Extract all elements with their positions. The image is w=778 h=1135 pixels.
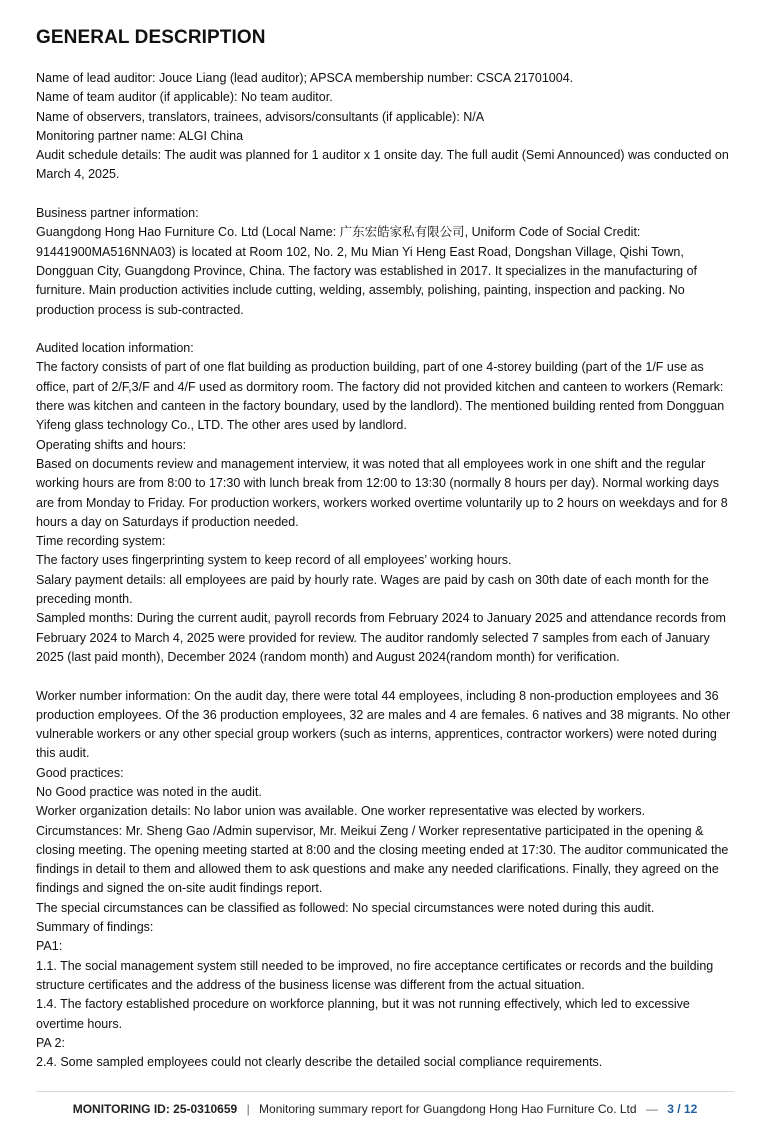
spacer [36, 667, 736, 686]
monitoring-id: MONITORING ID: 25-0310659 [72, 1102, 238, 1116]
page-title: GENERAL DESCRIPTION [36, 27, 266, 48]
summary-of-findings-heading: Summary of findings: [36, 920, 154, 935]
finding-1-4: 1.4. The factory established procedure on workforce planning, but it was not running effectively, which led to excessive overtime hours. [36, 997, 690, 1031]
time-recording-heading: Time recording system: [36, 534, 166, 549]
page-number: 3 / 12 [667, 1102, 698, 1116]
operating-shifts-text: Based on documents review and management interview, it was noted that all employees work in one shift and the regular working hours are from 8:00 to 17:30 with lunch break from 12:00 to 13:30 (normally 8 hours per day). Normal working days are from Monday to Friday. For production workers, workers worked overtime voluntarily up to 2 hours on weekdays and for 8 hours a day on Saturdays if production needed. [36, 456, 728, 529]
spacer [36, 185, 736, 204]
spacer [36, 320, 736, 339]
business-partner-heading: Business partner information: [36, 206, 199, 221]
worker-information-section [36, 687, 736, 1073]
monitoring-partner-line: Monitoring partner name: ALGI China [36, 128, 244, 143]
circumstances-text: Circumstances: Mr. Sheng Gao /Admin supervisor, Mr. Meikui Zeng / Worker representative participated in the opening & closing meeting. The opening meeting started at 8:00 and the closing meeting ended at 17:30. The auditor communicated the findings in detail to them and allowed them to ask questions and make any needed clarifications. Finally, they agreed on the findings and signed the on-site audit findings report. [36, 823, 729, 896]
finding-2-4: 2.4. Some sampled employees could not clearly describe the detailed social compliance requirements. [36, 1055, 603, 1070]
document-page [36, 26, 736, 1072]
pa1-heading: PA1: [36, 939, 63, 954]
footer-separator: | [246, 1102, 250, 1116]
pa2-heading: PA 2: [36, 1035, 65, 1050]
footer-dash: — [645, 1102, 658, 1116]
special-circumstances-text: The special circumstances can be classified as followed: No special circumstances were noted during this audit. [36, 900, 655, 915]
worker-number-text: Worker number information: On the audit day, there were total 44 employees, including 8 non-production employees and 36 production employees. Of the 36 production employees, 32 are males and 4 are females. 6 natives and 38 migrants. No other vulnerable workers or any other special group workers (such as interns, apprentices, contractor workers) were noted during this audit. [36, 688, 731, 761]
audit-schedule-line: Audit schedule details: The audit was planned for 1 auditor x 1 onsite day. The full audit (Semi Announced) was conducted on March 4, 2025. [36, 148, 729, 182]
audited-location-section [36, 339, 736, 667]
document-body [36, 69, 736, 1072]
audited-location-text: The factory consists of part of one flat building as production building, part of one 4-storey building (part of the 1/F use as office, part of 2/F,3/F and 4/F used as dormitory room. The factory did not provided kitchen and canteen to workers (Remark: there was kitchen and canteen in the factory boundary, used by the landlord). The mentioned building rented from Dongguan Yifeng glass technology Co., LTD. The other ares used by landlord. [36, 360, 725, 433]
good-practices-text: No Good practice was noted in the audit. [36, 784, 262, 799]
business-partner-text: Guangdong Hong Hao Furniture Co. Ltd (Local Name: 广东宏皓家私有限公司, Uniform Code of Social Credit: 91441900MA516NNA03) is located at Room 102, No. 2, Mu Mian Yi Heng East Road, Dongshan Village, Qishi Town, Dongguan City, Guangdong Province, China. The factory was established in 2017. It specializes in the manufacturing of furniture. Main production activities include cutting, welding, assembly, polishing, painting, inspection and packing. No production process is sub-contracted. [36, 225, 698, 317]
time-recording-text: The factory uses fingerprinting system to keep record of all employees’ working hours. [36, 553, 512, 568]
observers-line: Name of observers, translators, trainees, advisors/consultants (if applicable): N/A [36, 109, 485, 124]
good-practices-heading: Good practices: [36, 765, 124, 780]
audit-team-section [36, 69, 736, 185]
operating-shifts-heading: Operating shifts and hours: [36, 437, 187, 452]
sampled-months-text: Sampled months: During the current audit, payroll records from February 2024 to January 2025 and attendance records from February 2024 to March 4, 2025 were provided for review. The auditor randomly selected 7 samples from each of January 2025 (last paid month), December 2024 (random month) and August 2024(random month) for verification. [36, 611, 726, 664]
report-title: Monitoring summary report for Guangdong Hong Hao Furniture Co. Ltd [259, 1102, 637, 1116]
lead-auditor-line: Name of lead auditor: Jouce Liang (lead auditor); APSCA membership number: CSCA 21701004. [36, 71, 574, 85]
business-partner-section [36, 204, 736, 320]
audited-location-heading: Audited location information: [36, 341, 194, 356]
page-footer [36, 1091, 734, 1116]
finding-1-1: 1.1. The social management system still needed to be improved, no fire acceptance certificates or records and the building structure certificates and the address of the business license was different from the actual situation. [36, 958, 714, 992]
team-auditor-line: Name of team auditor (if applicable): No team auditor. [36, 90, 333, 105]
salary-payment-text: Salary payment details: all employees are paid by hourly rate. Wages are paid by cash on 30th date of each month for the preceding month. [36, 572, 709, 607]
worker-organization-text: Worker organization details: No labor union was available. One worker representative was elected by workers. [36, 804, 646, 819]
